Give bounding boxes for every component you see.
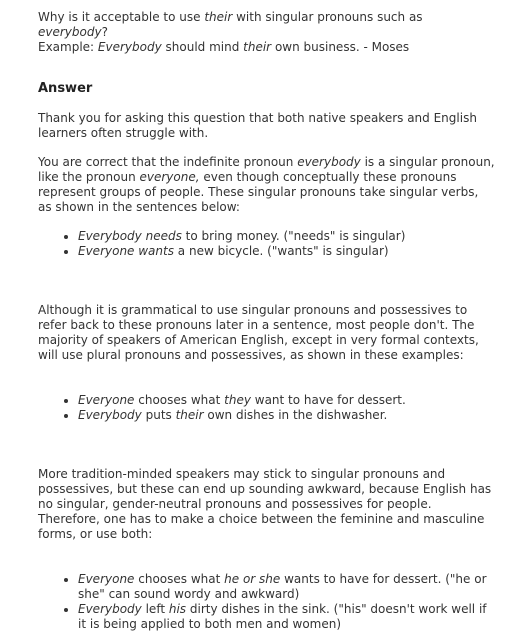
example-emphasis: Everybody needs <box>78 229 182 243</box>
paragraph-text-part: You are correct that the indefinite pronoun <box>38 155 298 169</box>
paragraph-emphasis: everybody <box>297 155 361 169</box>
example-text: want to have for dessert. <box>250 393 406 407</box>
paragraph-text-part: is a singular pronoun, like the pronoun <box>38 155 495 184</box>
question-emphasis: everybody <box>38 25 102 39</box>
question-emphasis: their <box>243 40 272 54</box>
list-item <box>78 229 495 244</box>
answer-paragraph-1 <box>38 155 495 215</box>
example-emphasis: Everybody <box>78 408 142 422</box>
question-text-part: with singular pronouns such as <box>232 10 423 24</box>
example-text: puts <box>141 408 176 422</box>
list-item <box>78 572 495 602</box>
example-list-1 <box>38 229 495 259</box>
example-text: to bring money. ("needs" is singular) <box>181 229 406 243</box>
example-text: chooses what <box>134 572 225 586</box>
question-emphasis: Everybody <box>97 40 162 54</box>
answer-paragraph-thanks: Thank you for asking this question that both native speakers and English learners often struggle with. <box>38 111 477 140</box>
question-text-part: should mind <box>161 40 244 54</box>
paragraph-emphasis: everyone, <box>139 170 200 184</box>
example-text: chooses what <box>134 393 225 407</box>
example-emphasis: their <box>175 408 204 422</box>
example-emphasis: his <box>168 602 187 616</box>
example-text: a new bicycle. ("wants" is singular) <box>173 244 389 258</box>
example-emphasis: Everyone <box>78 393 135 407</box>
example-emphasis: Everyone wants <box>78 244 174 258</box>
list-item <box>78 393 495 408</box>
example-text: left <box>141 602 169 616</box>
example-emphasis: he or she <box>224 572 281 586</box>
question-text-part: Why is it acceptable to use <box>38 10 205 24</box>
answer-paragraph-3: More tradition-minded speakers may stick to singular pronouns and possessives, but these can end up sounding awkward, because English has no singular, gender-neutral pronouns and possessives for people. Therefore, one has to make a choice between the feminine and masculine forms, or use both: <box>38 467 492 541</box>
example-text: own dishes in the dishwasher. <box>203 408 388 422</box>
example-emphasis: Everybody <box>78 602 142 616</box>
list-item <box>78 602 495 632</box>
example-emphasis: Everyone <box>78 572 135 586</box>
answer-heading: Answer <box>38 81 93 96</box>
question-text-part: ? <box>101 25 108 39</box>
list-item <box>78 244 495 259</box>
example-list-2 <box>38 393 495 423</box>
example-emphasis: they <box>224 393 251 407</box>
question-emphasis: their <box>204 10 233 24</box>
list-item <box>78 408 495 423</box>
question-text-part: Example: <box>38 40 98 54</box>
question-text-part: own business. - Moses <box>271 40 410 54</box>
example-text: dirty dishes in the sink. ("his" doesn't work well if it is being applied to both men and women) <box>78 602 487 631</box>
example-text: wants to have for dessert. ("he or she" can sound wordy and awkward) <box>78 572 487 601</box>
example-list-3 <box>38 572 495 632</box>
answer-paragraph-2: Although it is grammatical to use singular pronouns and possessives to refer back to these pronouns later in a sentence, most people don't. The majority of speakers of American English, except in very formal contexts, will use plural pronouns and possessives, as shown in these examples: <box>38 303 479 362</box>
question-text <box>38 10 495 55</box>
paragraph-text-part: even though conceptually these pronouns represent groups of people. These singular pronouns take singular verbs, as shown in the sentences below: <box>38 170 479 214</box>
